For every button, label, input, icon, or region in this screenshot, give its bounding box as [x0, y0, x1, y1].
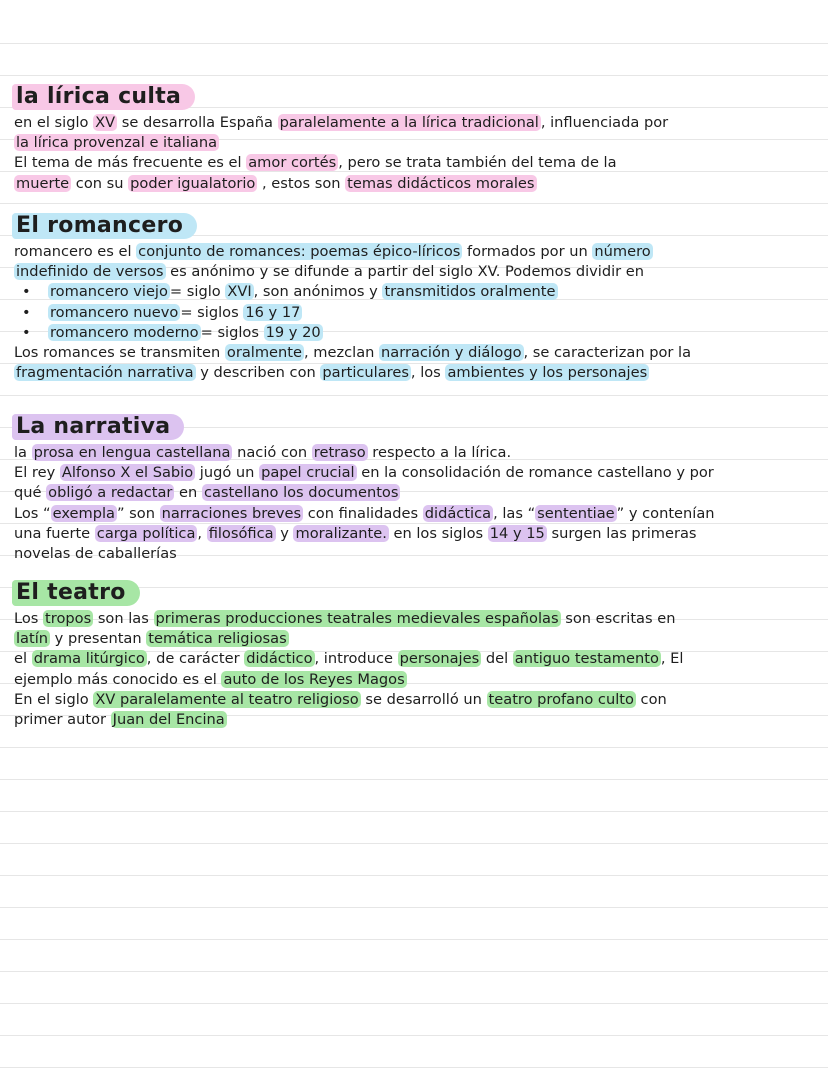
highlighted-text: la lírica provenzal e italiana	[16, 134, 218, 152]
text-segment: , introduce	[314, 650, 398, 668]
text-line	[14, 463, 814, 483]
highlighted-text: exempla	[52, 504, 115, 522]
text-segment: y describen con	[195, 364, 321, 382]
section-heading: El romancero	[12, 213, 197, 239]
highlighted-text: Alfonso X el Sabio	[61, 464, 194, 482]
text-segment: qué	[14, 484, 47, 502]
text-line	[14, 690, 814, 710]
highlighted-text: primeras producciones teatrales medievales españolas	[155, 610, 559, 627]
text-segment: , de carácter	[146, 650, 245, 668]
text-segment: El rey	[14, 464, 60, 482]
text-line	[14, 153, 814, 173]
highlighted-text: muerte	[16, 174, 70, 192]
highlighted-text: paralelamente a la lírica tradicional	[279, 114, 539, 131]
text-segment: son las	[93, 610, 154, 627]
section-lirica-culta	[14, 84, 814, 194]
bullet-marker: •	[22, 283, 31, 301]
text-segment: = siglos	[180, 303, 244, 321]
section-heading: La narrativa	[12, 414, 184, 440]
text-segment: primer autor	[14, 710, 111, 728]
text-segment: ,	[197, 524, 207, 542]
text-line	[14, 262, 814, 282]
text-segment: con finalidades	[303, 504, 423, 522]
text-segment: el	[14, 650, 32, 668]
highlighted-text: antiguo testamento	[514, 650, 659, 668]
text-segment: , las “	[493, 504, 536, 522]
highlighted-text: amor cortés	[248, 154, 337, 172]
section-heading: El teatro	[12, 580, 140, 606]
text-line	[14, 629, 814, 649]
text-segment: , El	[660, 650, 684, 668]
text-line	[14, 113, 814, 133]
text-segment: y presentan	[50, 630, 147, 648]
highlighted-text: temática religiosas	[148, 630, 287, 648]
section-body	[14, 242, 814, 383]
highlighted-text: castellano los documentos	[203, 484, 399, 502]
text-segment: la	[14, 444, 32, 461]
highlighted-text: latín	[16, 630, 49, 648]
text-segment: es anónimo y se difunde a partir del siglo XV. Podemos dividir en	[165, 263, 645, 281]
text-segment: en la consolidación de romance castellano y por	[356, 464, 714, 482]
text-line	[14, 544, 814, 564]
highlighted-text: narración y diálogo	[381, 343, 522, 361]
text-line	[14, 670, 814, 690]
highlighted-text: personajes	[399, 650, 480, 668]
highlighted-text: XV paralelamente al teatro religioso	[95, 690, 359, 708]
text-segment: con	[635, 690, 667, 708]
text-segment: El tema de más frecuente es el	[14, 154, 247, 172]
text-segment: , son anónimos y	[253, 283, 383, 301]
text-segment: surgen las primeras	[546, 524, 697, 542]
text-segment: en	[174, 484, 202, 502]
text-line	[14, 363, 814, 383]
section-teatro	[14, 580, 814, 730]
text-line	[14, 609, 814, 629]
text-line	[14, 242, 814, 262]
text-segment: jugó un	[195, 464, 260, 482]
highlighted-text: didáctica	[424, 504, 492, 522]
highlighted-text: conjunto de romances: poemas épico-líricos	[138, 243, 461, 260]
text-segment: son escritas en	[560, 610, 676, 627]
highlighted-text: XV	[95, 114, 116, 131]
text-segment: se desarrolló un	[360, 690, 487, 708]
text-segment: y	[275, 524, 294, 542]
text-segment: = siglos	[200, 323, 264, 341]
text-segment: En el siglo	[14, 690, 94, 708]
text-segment: Los	[14, 610, 44, 627]
highlighted-text: XVI	[227, 283, 252, 301]
highlighted-text: papel crucial	[261, 464, 355, 482]
highlighted-text: número	[594, 243, 651, 260]
text-segment: romancero es el	[14, 243, 137, 260]
highlighted-text: poder igualatorio	[130, 174, 256, 192]
section-body	[14, 113, 814, 194]
text-segment: , los	[410, 364, 446, 382]
highlighted-text: 19 y 20	[265, 323, 321, 341]
text-segment: , influenciada por	[540, 114, 669, 131]
text-line	[14, 443, 814, 463]
text-segment: ” y contenían	[616, 504, 715, 522]
highlighted-text: fragmentación narrativa	[16, 364, 194, 382]
highlighted-text: particulares	[322, 364, 409, 382]
highlighted-text: transmitidos oralmente	[384, 283, 556, 301]
text-segment: , se caracterizan por la	[523, 343, 692, 361]
highlighted-text: moralizante.	[295, 524, 387, 542]
highlighted-text: oralmente	[226, 343, 302, 361]
highlighted-text: didáctico	[246, 650, 313, 668]
text-line	[14, 133, 814, 153]
highlighted-text: filosófica	[208, 524, 274, 542]
text-segment: formados por un	[462, 243, 593, 260]
text-line	[14, 524, 814, 544]
highlighted-text: prosa en lengua castellana	[33, 444, 231, 461]
text-segment: ejemplo más conocido es el	[14, 670, 222, 688]
highlighted-text: indefinido de versos	[16, 263, 164, 281]
text-line	[14, 303, 814, 323]
text-line	[14, 174, 814, 194]
section-romancero	[14, 213, 814, 383]
text-line	[14, 504, 814, 524]
highlighted-text: teatro profano culto	[488, 690, 634, 708]
section-body	[14, 443, 814, 564]
text-segment: respecto a la lírica.	[367, 444, 512, 461]
highlighted-text: retraso	[313, 444, 366, 461]
text-segment: ” son	[116, 504, 160, 522]
section-narrativa	[14, 414, 814, 564]
highlighted-text: tropos	[45, 610, 92, 627]
text-line	[14, 282, 814, 302]
text-segment: con su	[71, 174, 129, 192]
highlighted-text: Juan del Encina	[112, 710, 225, 728]
bullet-marker: •	[22, 323, 31, 341]
highlighted-text: 16 y 17	[245, 303, 301, 321]
text-segment: en el siglo	[14, 114, 94, 131]
text-line	[14, 343, 814, 363]
highlighted-text: narraciones breves	[161, 504, 302, 522]
highlighted-text: romancero nuevo	[50, 303, 179, 321]
section-heading: la lírica culta	[12, 84, 195, 110]
text-segment: novelas de caballerías	[14, 544, 177, 562]
text-line	[14, 649, 814, 669]
text-segment: se desarrolla España	[117, 114, 278, 131]
text-segment: una fuerte	[14, 524, 95, 542]
highlighted-text: auto de los Reyes Magos	[223, 670, 405, 688]
text-segment: , mezclan	[303, 343, 380, 361]
highlighted-text: sententiae	[537, 504, 615, 522]
text-line	[14, 483, 814, 503]
highlighted-text: carga política	[96, 524, 196, 542]
bullet-marker: •	[22, 303, 31, 321]
text-line	[14, 323, 814, 343]
text-segment: , estos son	[257, 174, 346, 192]
highlighted-text: 14 y 15	[489, 524, 545, 542]
text-segment: Los “	[14, 504, 51, 522]
text-segment: Los romances se transmiten	[14, 343, 225, 361]
text-segment: , pero se trata también del tema de la	[338, 154, 617, 172]
highlighted-text: ambientes y los personajes	[447, 364, 648, 382]
text-segment: = siglo	[169, 283, 226, 301]
highlighted-text: drama litúrgico	[33, 650, 145, 668]
highlighted-text: romancero moderno	[50, 323, 199, 341]
text-segment: en los siglos	[388, 524, 488, 542]
text-segment: nació con	[232, 444, 312, 461]
text-segment: del	[481, 650, 513, 668]
highlighted-text: temas didácticos morales	[347, 174, 535, 192]
highlighted-text: romancero viejo	[50, 283, 168, 301]
section-body	[14, 609, 814, 730]
highlighted-text: obligó a redactar	[48, 484, 173, 502]
text-line	[14, 710, 814, 730]
